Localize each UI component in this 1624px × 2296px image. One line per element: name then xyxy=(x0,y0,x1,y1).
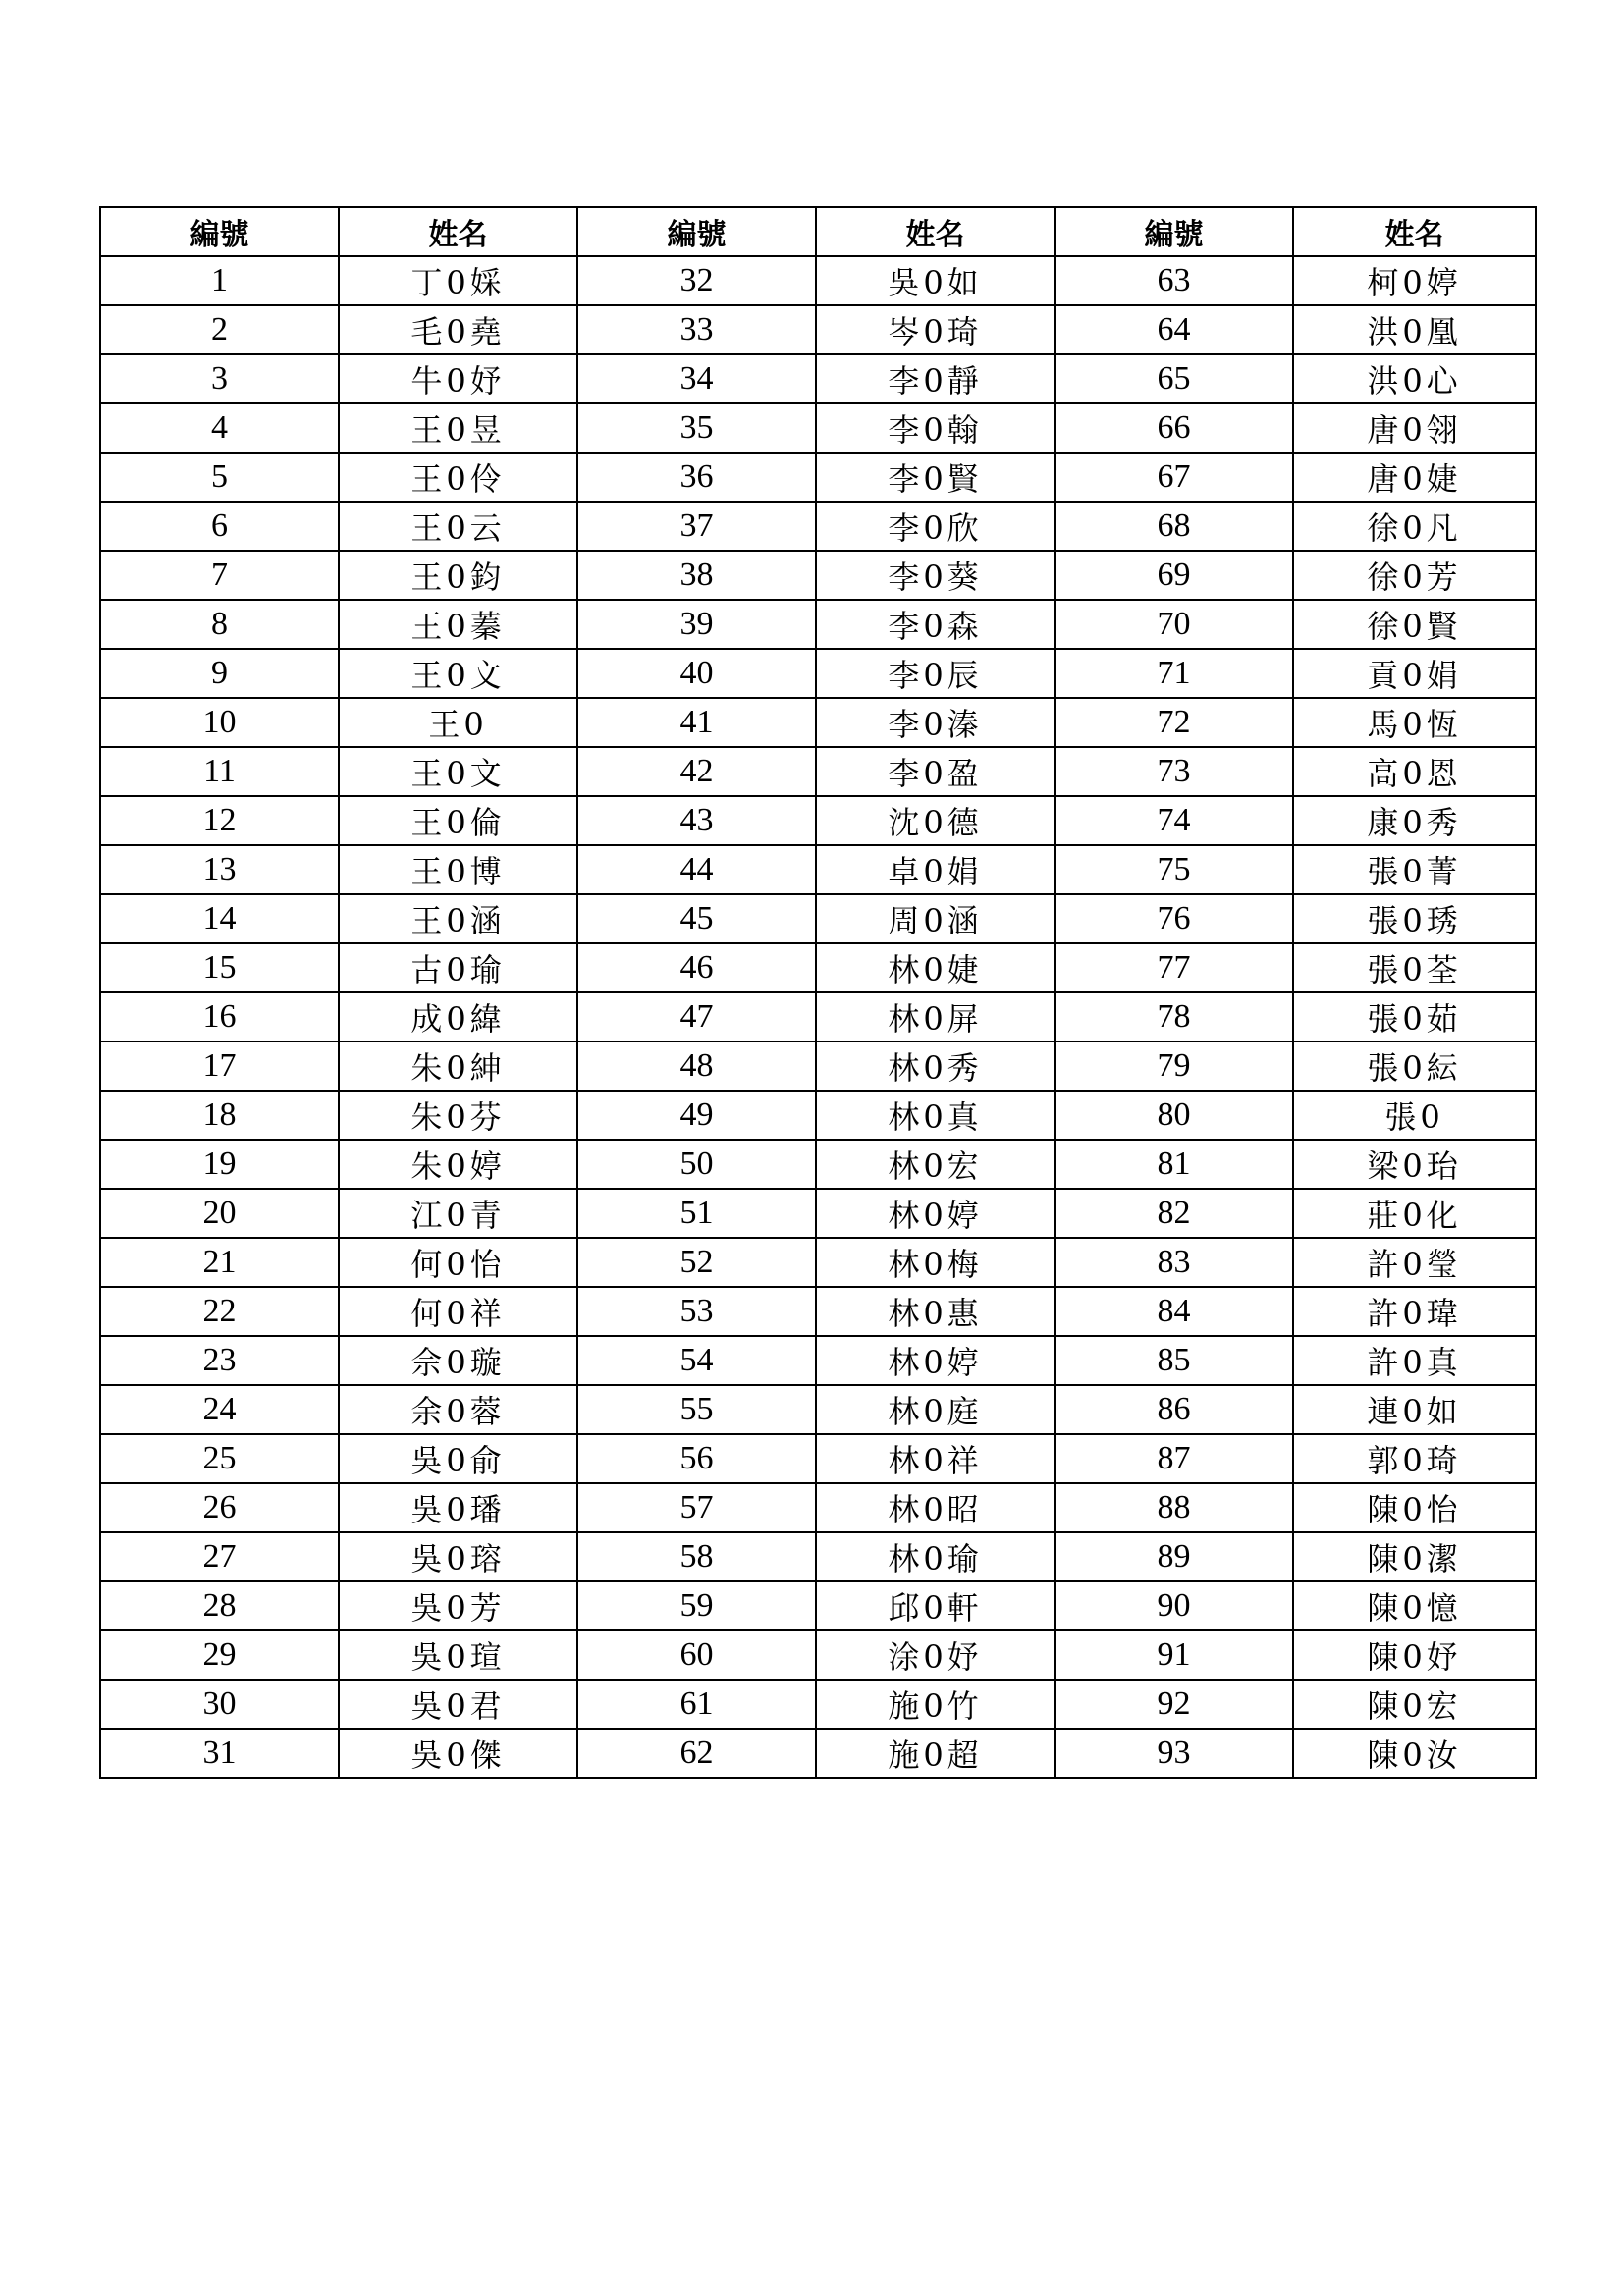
cell-name: 丁0婇 xyxy=(339,256,577,305)
header-number-2: 編號 xyxy=(577,207,816,256)
cell-name: 吳0如 xyxy=(816,256,1055,305)
cell-name: 岑0琦 xyxy=(816,305,1055,354)
cell-name: 張0琇 xyxy=(1293,894,1536,943)
table-row xyxy=(100,1336,1536,1385)
cell-name: 許0真 xyxy=(1293,1336,1536,1385)
cell-number: 39 xyxy=(577,600,816,649)
table-row xyxy=(100,747,1536,796)
cell-number: 46 xyxy=(577,943,816,992)
table-row xyxy=(100,1729,1536,1778)
cell-name: 王0涵 xyxy=(339,894,577,943)
cell-name: 林0秀 xyxy=(816,1041,1055,1091)
cell-number: 67 xyxy=(1055,453,1293,502)
cell-number: 40 xyxy=(577,649,816,698)
cell-number: 22 xyxy=(100,1287,339,1336)
table-row xyxy=(100,1091,1536,1140)
header-name-2: 姓名 xyxy=(816,207,1055,256)
cell-name: 洪0心 xyxy=(1293,354,1536,403)
cell-name: 柯0婷 xyxy=(1293,256,1536,305)
cell-number: 72 xyxy=(1055,698,1293,747)
cell-name: 佘0璇 xyxy=(339,1336,577,1385)
cell-name: 康0秀 xyxy=(1293,796,1536,845)
cell-number: 54 xyxy=(577,1336,816,1385)
cell-name: 李0盈 xyxy=(816,747,1055,796)
cell-name: 馬0恆 xyxy=(1293,698,1536,747)
cell-name: 卓0娟 xyxy=(816,845,1055,894)
table-row xyxy=(100,1680,1536,1729)
cell-name: 張0茹 xyxy=(1293,992,1536,1041)
cell-number: 35 xyxy=(577,403,816,453)
roster-table xyxy=(99,206,1537,1779)
cell-number: 90 xyxy=(1055,1581,1293,1630)
cell-number: 43 xyxy=(577,796,816,845)
table-row xyxy=(100,796,1536,845)
table-row xyxy=(100,992,1536,1041)
cell-number: 23 xyxy=(100,1336,339,1385)
cell-name: 梁0珆 xyxy=(1293,1140,1536,1189)
cell-name: 王0伶 xyxy=(339,453,577,502)
table-row xyxy=(100,354,1536,403)
cell-name: 王0鈞 xyxy=(339,551,577,600)
cell-name: 沈0德 xyxy=(816,796,1055,845)
cell-number: 44 xyxy=(577,845,816,894)
header-name-1: 姓名 xyxy=(339,207,577,256)
cell-name: 林0宏 xyxy=(816,1140,1055,1189)
cell-name: 王0蓁 xyxy=(339,600,577,649)
cell-number: 30 xyxy=(100,1680,339,1729)
table-row xyxy=(100,1189,1536,1238)
cell-number: 65 xyxy=(1055,354,1293,403)
cell-name: 李0賢 xyxy=(816,453,1055,502)
cell-name: 吳0瑢 xyxy=(339,1532,577,1581)
cell-number: 20 xyxy=(100,1189,339,1238)
cell-number: 84 xyxy=(1055,1287,1293,1336)
cell-number: 78 xyxy=(1055,992,1293,1041)
cell-name: 吳0君 xyxy=(339,1680,577,1729)
cell-name: 吳0璠 xyxy=(339,1483,577,1532)
cell-number: 15 xyxy=(100,943,339,992)
cell-number: 29 xyxy=(100,1630,339,1680)
cell-number: 92 xyxy=(1055,1680,1293,1729)
cell-name: 張0荃 xyxy=(1293,943,1536,992)
cell-name: 成0緯 xyxy=(339,992,577,1041)
cell-number: 7 xyxy=(100,551,339,600)
cell-number: 55 xyxy=(577,1385,816,1434)
cell-number: 5 xyxy=(100,453,339,502)
cell-name: 朱0芬 xyxy=(339,1091,577,1140)
cell-number: 89 xyxy=(1055,1532,1293,1581)
cell-name: 郭0琦 xyxy=(1293,1434,1536,1483)
cell-name: 莊0化 xyxy=(1293,1189,1536,1238)
table-row xyxy=(100,1581,1536,1630)
cell-number: 58 xyxy=(577,1532,816,1581)
cell-number: 37 xyxy=(577,502,816,551)
cell-number: 87 xyxy=(1055,1434,1293,1483)
cell-number: 8 xyxy=(100,600,339,649)
cell-name: 貢0娟 xyxy=(1293,649,1536,698)
cell-number: 6 xyxy=(100,502,339,551)
table-row xyxy=(100,943,1536,992)
cell-number: 80 xyxy=(1055,1091,1293,1140)
cell-name: 陳0潔 xyxy=(1293,1532,1536,1581)
table-row xyxy=(100,600,1536,649)
cell-name: 王0倫 xyxy=(339,796,577,845)
cell-name: 林0婷 xyxy=(816,1189,1055,1238)
cell-name: 陳0怡 xyxy=(1293,1483,1536,1532)
cell-name: 洪0凰 xyxy=(1293,305,1536,354)
cell-number: 16 xyxy=(100,992,339,1041)
cell-number: 73 xyxy=(1055,747,1293,796)
cell-name: 吳0傑 xyxy=(339,1729,577,1778)
cell-name: 王0文 xyxy=(339,649,577,698)
cell-number: 18 xyxy=(100,1091,339,1140)
cell-name: 牛0妤 xyxy=(339,354,577,403)
cell-name: 江0青 xyxy=(339,1189,577,1238)
cell-number: 88 xyxy=(1055,1483,1293,1532)
cell-number: 11 xyxy=(100,747,339,796)
cell-name: 林0昭 xyxy=(816,1483,1055,1532)
cell-number: 25 xyxy=(100,1434,339,1483)
cell-name: 林0祥 xyxy=(816,1434,1055,1483)
cell-name: 李0葵 xyxy=(816,551,1055,600)
cell-number: 49 xyxy=(577,1091,816,1140)
cell-number: 69 xyxy=(1055,551,1293,600)
cell-number: 64 xyxy=(1055,305,1293,354)
cell-number: 85 xyxy=(1055,1336,1293,1385)
cell-number: 76 xyxy=(1055,894,1293,943)
cell-number: 34 xyxy=(577,354,816,403)
cell-number: 31 xyxy=(100,1729,339,1778)
cell-number: 81 xyxy=(1055,1140,1293,1189)
table-row xyxy=(100,256,1536,305)
cell-name: 朱0紳 xyxy=(339,1041,577,1091)
cell-number: 77 xyxy=(1055,943,1293,992)
cell-number: 50 xyxy=(577,1140,816,1189)
cell-name: 余0蓉 xyxy=(339,1385,577,1434)
table-row xyxy=(100,1041,1536,1091)
cell-number: 10 xyxy=(100,698,339,747)
header-row xyxy=(100,207,1536,256)
cell-name: 連0如 xyxy=(1293,1385,1536,1434)
cell-name: 施0竹 xyxy=(816,1680,1055,1729)
cell-name: 王0 xyxy=(339,698,577,747)
cell-number: 3 xyxy=(100,354,339,403)
cell-name: 吳0俞 xyxy=(339,1434,577,1483)
cell-number: 48 xyxy=(577,1041,816,1091)
table-row xyxy=(100,1630,1536,1680)
cell-name: 李0辰 xyxy=(816,649,1055,698)
cell-name: 許0瑩 xyxy=(1293,1238,1536,1287)
cell-number: 91 xyxy=(1055,1630,1293,1680)
cell-number: 93 xyxy=(1055,1729,1293,1778)
cell-number: 70 xyxy=(1055,600,1293,649)
cell-number: 17 xyxy=(100,1041,339,1091)
cell-number: 41 xyxy=(577,698,816,747)
cell-name: 許0瑋 xyxy=(1293,1287,1536,1336)
cell-number: 63 xyxy=(1055,256,1293,305)
cell-number: 56 xyxy=(577,1434,816,1483)
table-row xyxy=(100,453,1536,502)
table-row xyxy=(100,1238,1536,1287)
cell-name: 朱0婷 xyxy=(339,1140,577,1189)
cell-name: 高0恩 xyxy=(1293,747,1536,796)
cell-number: 12 xyxy=(100,796,339,845)
cell-name: 古0瑜 xyxy=(339,943,577,992)
cell-number: 82 xyxy=(1055,1189,1293,1238)
table-row xyxy=(100,1287,1536,1336)
cell-number: 57 xyxy=(577,1483,816,1532)
cell-number: 21 xyxy=(100,1238,339,1287)
cell-name: 林0庭 xyxy=(816,1385,1055,1434)
table-row xyxy=(100,698,1536,747)
cell-name: 徐0凡 xyxy=(1293,502,1536,551)
cell-number: 75 xyxy=(1055,845,1293,894)
table-row xyxy=(100,845,1536,894)
cell-name: 李0靜 xyxy=(816,354,1055,403)
cell-name: 邱0軒 xyxy=(816,1581,1055,1630)
cell-name: 李0欣 xyxy=(816,502,1055,551)
cell-name: 張0 xyxy=(1293,1091,1536,1140)
table-row xyxy=(100,894,1536,943)
cell-name: 王0博 xyxy=(339,845,577,894)
cell-name: 何0祥 xyxy=(339,1287,577,1336)
cell-name: 周0涵 xyxy=(816,894,1055,943)
cell-number: 59 xyxy=(577,1581,816,1630)
cell-number: 9 xyxy=(100,649,339,698)
cell-name: 施0超 xyxy=(816,1729,1055,1778)
cell-name: 林0婷 xyxy=(816,1336,1055,1385)
table-row xyxy=(100,551,1536,600)
cell-name: 陳0汝 xyxy=(1293,1729,1536,1778)
table-row xyxy=(100,403,1536,453)
table-row xyxy=(100,1140,1536,1189)
cell-number: 38 xyxy=(577,551,816,600)
cell-name: 徐0芳 xyxy=(1293,551,1536,600)
header-number-1: 編號 xyxy=(100,207,339,256)
cell-number: 83 xyxy=(1055,1238,1293,1287)
table-row xyxy=(100,1483,1536,1532)
cell-number: 68 xyxy=(1055,502,1293,551)
cell-name: 李0溱 xyxy=(816,698,1055,747)
cell-number: 27 xyxy=(100,1532,339,1581)
cell-number: 60 xyxy=(577,1630,816,1680)
cell-name: 林0婕 xyxy=(816,943,1055,992)
cell-name: 吳0瑄 xyxy=(339,1630,577,1680)
table-row xyxy=(100,1385,1536,1434)
cell-number: 53 xyxy=(577,1287,816,1336)
cell-name: 陳0妤 xyxy=(1293,1630,1536,1680)
cell-number: 42 xyxy=(577,747,816,796)
cell-name: 唐0婕 xyxy=(1293,453,1536,502)
cell-number: 66 xyxy=(1055,403,1293,453)
cell-number: 51 xyxy=(577,1189,816,1238)
cell-number: 14 xyxy=(100,894,339,943)
cell-name: 陳0宏 xyxy=(1293,1680,1536,1729)
cell-number: 26 xyxy=(100,1483,339,1532)
cell-number: 19 xyxy=(100,1140,339,1189)
cell-number: 24 xyxy=(100,1385,339,1434)
cell-name: 毛0堯 xyxy=(339,305,577,354)
cell-number: 79 xyxy=(1055,1041,1293,1091)
cell-name: 何0怡 xyxy=(339,1238,577,1287)
cell-number: 36 xyxy=(577,453,816,502)
cell-name: 林0真 xyxy=(816,1091,1055,1140)
cell-name: 吳0芳 xyxy=(339,1581,577,1630)
cell-number: 61 xyxy=(577,1680,816,1729)
table-header xyxy=(100,207,1536,256)
cell-number: 47 xyxy=(577,992,816,1041)
cell-number: 45 xyxy=(577,894,816,943)
cell-number: 86 xyxy=(1055,1385,1293,1434)
cell-name: 王0昱 xyxy=(339,403,577,453)
cell-name: 張0紜 xyxy=(1293,1041,1536,1091)
table-row xyxy=(100,1532,1536,1581)
cell-name: 陳0憶 xyxy=(1293,1581,1536,1630)
cell-number: 2 xyxy=(100,305,339,354)
cell-name: 李0翰 xyxy=(816,403,1055,453)
cell-name: 涂0妤 xyxy=(816,1630,1055,1680)
cell-name: 王0云 xyxy=(339,502,577,551)
cell-number: 71 xyxy=(1055,649,1293,698)
cell-number: 1 xyxy=(100,256,339,305)
cell-number: 32 xyxy=(577,256,816,305)
header-number-3: 編號 xyxy=(1055,207,1293,256)
cell-name: 王0文 xyxy=(339,747,577,796)
cell-number: 13 xyxy=(100,845,339,894)
cell-name: 李0森 xyxy=(816,600,1055,649)
cell-name: 張0菁 xyxy=(1293,845,1536,894)
cell-name: 唐0翎 xyxy=(1293,403,1536,453)
table-row xyxy=(100,305,1536,354)
table-row xyxy=(100,1434,1536,1483)
cell-name: 徐0賢 xyxy=(1293,600,1536,649)
cell-name: 林0惠 xyxy=(816,1287,1055,1336)
cell-number: 4 xyxy=(100,403,339,453)
cell-number: 62 xyxy=(577,1729,816,1778)
cell-number: 33 xyxy=(577,305,816,354)
cell-number: 74 xyxy=(1055,796,1293,845)
header-name-3: 姓名 xyxy=(1293,207,1536,256)
cell-name: 林0梅 xyxy=(816,1238,1055,1287)
table-body xyxy=(100,256,1536,1778)
cell-number: 28 xyxy=(100,1581,339,1630)
cell-name: 林0瑜 xyxy=(816,1532,1055,1581)
table-row xyxy=(100,649,1536,698)
table-row xyxy=(100,502,1536,551)
cell-number: 52 xyxy=(577,1238,816,1287)
cell-name: 林0屏 xyxy=(816,992,1055,1041)
